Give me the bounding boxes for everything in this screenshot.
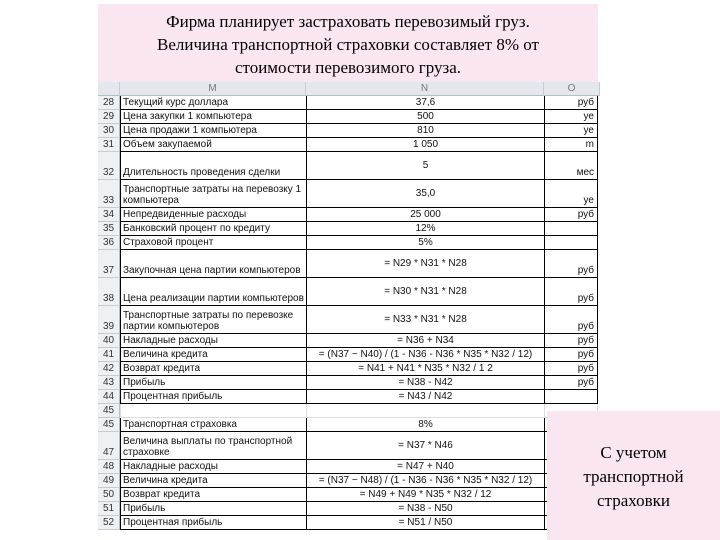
- row-number[interactable]: 50: [98, 488, 120, 502]
- row-number[interactable]: 32: [98, 152, 120, 180]
- unit-cell[interactable]: руб: [544, 348, 598, 362]
- value-cell[interactable]: = N37 * N46: [306, 432, 544, 460]
- table-row: [98, 222, 600, 236]
- note-line-2: транспортной: [583, 467, 684, 486]
- row-number[interactable]: 45: [98, 418, 120, 432]
- value-cell[interactable]: 12%: [306, 222, 544, 236]
- label-cell[interactable]: Цена продажи 1 компьютера: [120, 124, 306, 138]
- table-row: [98, 96, 600, 110]
- value-cell[interactable]: = N47 + N40: [306, 460, 544, 474]
- row-number[interactable]: 29: [98, 110, 120, 124]
- label-cell[interactable]: Текущий курс доллара: [120, 96, 306, 110]
- label-cell[interactable]: Объем закупаемой: [120, 138, 306, 152]
- label-cell[interactable]: Процентная прибыль: [120, 516, 306, 530]
- label-cell[interactable]: Страховой процент: [120, 236, 306, 250]
- title-line-1: Фирма планирует застраховать перевозимый груз.: [166, 12, 530, 31]
- table-row: [98, 306, 600, 334]
- unit-cell[interactable]: уе: [544, 124, 598, 138]
- unit-cell[interactable]: уе: [544, 110, 598, 124]
- unit-cell[interactable]: руб: [544, 306, 598, 334]
- value-cell[interactable]: = N51 / N50: [306, 516, 544, 530]
- unit-cell[interactable]: m: [544, 138, 598, 152]
- label-cell[interactable]: Процентная прибыль: [120, 390, 306, 404]
- table-row: [98, 278, 600, 306]
- unit-cell[interactable]: руб: [544, 334, 598, 348]
- unit-cell[interactable]: руб: [544, 96, 598, 110]
- value-cell[interactable]: = N33 * N31 * N28: [306, 306, 544, 334]
- label-cell[interactable]: Банковский процент по кредиту: [120, 222, 306, 236]
- unit-cell[interactable]: [544, 236, 598, 250]
- note-line-3: страховки: [597, 491, 670, 510]
- value-cell[interactable]: [306, 404, 544, 418]
- value-cell[interactable]: 810: [306, 124, 544, 138]
- value-cell[interactable]: = N49 + N49 * N35 * N32 / 12: [306, 488, 544, 502]
- row-number[interactable]: 37: [98, 250, 120, 278]
- table-row: [98, 334, 600, 348]
- label-cell[interactable]: Прибыль: [120, 502, 306, 516]
- value-cell[interactable]: = N36 + N34: [306, 334, 544, 348]
- table-row: [98, 488, 600, 502]
- value-cell[interactable]: = N29 * N31 * N28: [306, 250, 544, 278]
- label-cell[interactable]: Прибыль: [120, 376, 306, 390]
- value-cell[interactable]: = N38 - N50: [306, 502, 544, 516]
- column-header-n[interactable]: N: [306, 82, 544, 96]
- row-number[interactable]: 51: [98, 502, 120, 516]
- spreadsheet: [98, 82, 600, 540]
- label-cell[interactable]: Длительность проведения сделки: [120, 152, 306, 180]
- label-cell[interactable]: Непредвиденные расходы: [120, 208, 306, 222]
- column-header-m[interactable]: M: [120, 82, 306, 96]
- table-row: [98, 208, 600, 222]
- unit-cell[interactable]: мес: [544, 152, 598, 180]
- table-row: [98, 250, 600, 278]
- value-cell[interactable]: 37,6: [306, 96, 544, 110]
- label-cell[interactable]: Накладные расходы: [120, 460, 306, 474]
- unit-cell[interactable]: руб: [544, 208, 598, 222]
- row-number[interactable]: 41: [98, 348, 120, 362]
- label-cell[interactable]: [120, 404, 306, 418]
- row-number[interactable]: 43: [98, 376, 120, 390]
- label-cell[interactable]: Накладные расходы: [120, 334, 306, 348]
- value-cell[interactable]: 1 050: [306, 138, 544, 152]
- label-cell[interactable]: Величина кредита: [120, 474, 306, 488]
- row-number[interactable]: 47: [98, 432, 120, 460]
- row-number[interactable]: 42: [98, 362, 120, 376]
- label-cell[interactable]: Цена закупки 1 компьютера: [120, 110, 306, 124]
- value-cell[interactable]: = N38 - N42: [306, 376, 544, 390]
- value-cell[interactable]: 5: [306, 152, 544, 180]
- value-cell[interactable]: 8%: [306, 418, 544, 432]
- row-number[interactable]: 30: [98, 124, 120, 138]
- label-cell[interactable]: Возврат кредита: [120, 362, 306, 376]
- table-row: [98, 138, 600, 152]
- label-cell[interactable]: Закупочная цена партии компьютеров: [120, 250, 306, 278]
- unit-cell[interactable]: руб: [544, 278, 598, 306]
- value-cell[interactable]: 35,0: [306, 180, 544, 208]
- table-row: [98, 376, 600, 390]
- title-line-3: стоимости перевозимого груза.: [234, 58, 462, 77]
- unit-cell[interactable]: руб: [544, 250, 598, 278]
- table-row: [98, 418, 600, 432]
- row-number[interactable]: 31: [98, 138, 120, 152]
- table-row: [98, 474, 600, 488]
- unit-cell[interactable]: руб: [544, 362, 598, 376]
- label-cell[interactable]: Цена реализации партии компьютеров: [120, 278, 306, 306]
- row-number[interactable]: 33: [98, 180, 120, 208]
- row-number[interactable]: 45: [98, 404, 120, 418]
- unit-cell[interactable]: руб: [544, 376, 598, 390]
- table-row: [98, 152, 600, 180]
- table-row: [98, 432, 600, 460]
- value-cell[interactable]: = N43 / N42: [306, 390, 544, 404]
- table-row: [98, 460, 600, 474]
- value-cell[interactable]: = (N37 − N48) / (1 - N36 - N36 * N35 * N32 / 12): [306, 474, 544, 488]
- value-cell[interactable]: = (N37 − N40) / (1 - N36 - N36 * N35 * N32 / 12): [306, 348, 544, 362]
- label-cell[interactable]: Транспортные затраты по перевозке партии компьютеров: [120, 306, 306, 334]
- unit-cell[interactable]: уе: [544, 180, 598, 208]
- table-row: [98, 502, 600, 516]
- table-row: [98, 124, 600, 138]
- table-row: [98, 348, 600, 362]
- row-number[interactable]: 36: [98, 236, 120, 250]
- table-row: [98, 110, 600, 124]
- row-number[interactable]: 35: [98, 222, 120, 236]
- value-cell[interactable]: 5%: [306, 236, 544, 250]
- corner-cell[interactable]: [98, 82, 120, 96]
- row-number[interactable]: 38: [98, 278, 120, 306]
- table-row: [98, 236, 600, 250]
- label-cell[interactable]: Транспортная страховка: [120, 418, 306, 432]
- label-cell[interactable]: Транспортные затраты на перевозку 1 компьютера: [120, 180, 306, 208]
- note-callout: [547, 411, 720, 540]
- row-number[interactable]: 39: [98, 306, 120, 334]
- row-number[interactable]: 49: [98, 474, 120, 488]
- unit-cell[interactable]: [544, 390, 598, 404]
- table-row: [98, 390, 600, 404]
- row-number[interactable]: 40: [98, 334, 120, 348]
- table-row: [98, 362, 600, 376]
- label-cell[interactable]: Величина выплаты по транспортной страховке: [120, 432, 306, 460]
- title-line-2: Величина транспортной страховки составляет 8% от: [157, 35, 539, 54]
- row-number[interactable]: 44: [98, 390, 120, 404]
- row-number[interactable]: 34: [98, 208, 120, 222]
- label-cell[interactable]: Величина кредита: [120, 348, 306, 362]
- note-line-1: С учетом: [600, 443, 667, 462]
- value-cell[interactable]: = N41 + N41 * N35 * N32 / 1 2: [306, 362, 544, 376]
- table-row: [98, 180, 600, 208]
- slide-title: [98, 4, 598, 84]
- table-row: [98, 404, 600, 418]
- value-cell[interactable]: 25 000: [306, 208, 544, 222]
- unit-cell[interactable]: [544, 222, 598, 236]
- table-row: [98, 516, 600, 530]
- value-cell[interactable]: = N30 * N31 * N28: [306, 278, 544, 306]
- value-cell[interactable]: 500: [306, 110, 544, 124]
- row-number[interactable]: 52: [98, 516, 120, 530]
- row-number[interactable]: 28: [98, 96, 120, 110]
- row-number[interactable]: 48: [98, 460, 120, 474]
- label-cell[interactable]: Возврат кредита: [120, 488, 306, 502]
- column-header-o[interactable]: O: [544, 82, 600, 96]
